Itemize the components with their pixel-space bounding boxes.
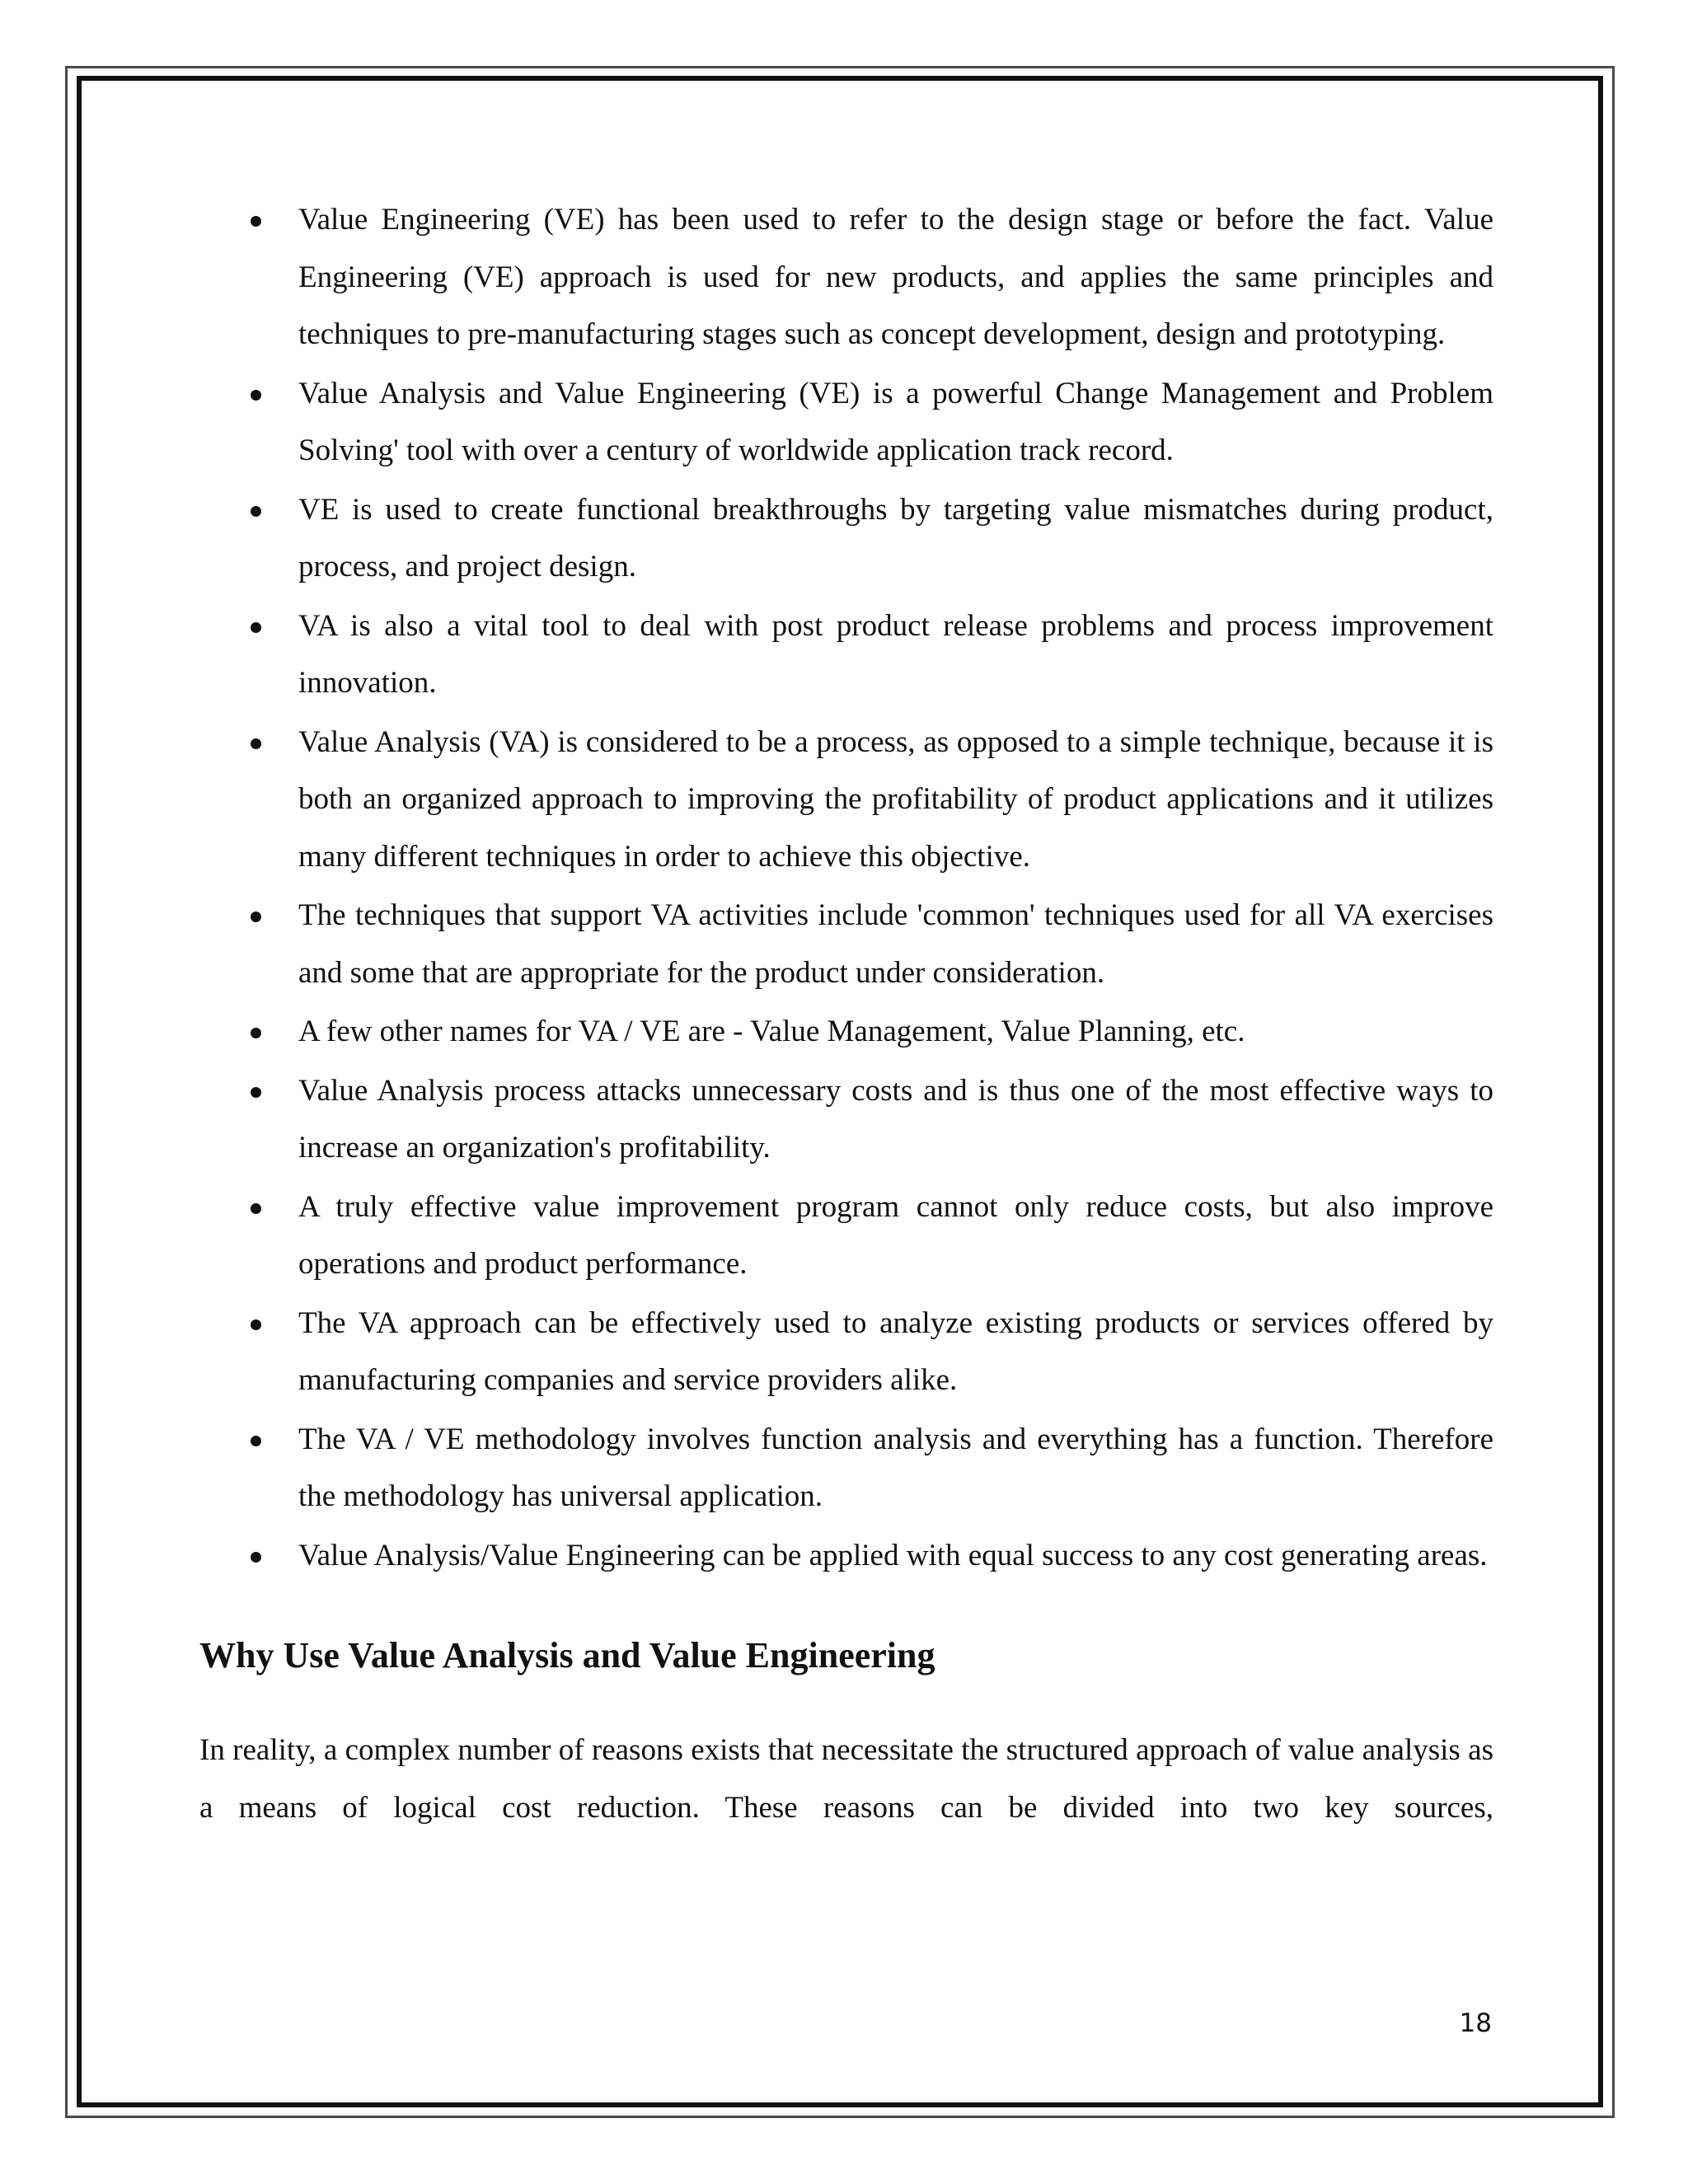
bullet-icon <box>251 1087 261 1098</box>
bullet-item <box>199 481 1493 596</box>
section-heading: Why Use Value Analysis and Value Engineering <box>199 1635 935 1675</box>
bullet-icon <box>251 1552 261 1563</box>
bullet-item <box>199 714 1493 886</box>
bullet-icon <box>251 912 261 922</box>
bullet-text: The VA / VE methodology involves function analysis and everything has a function. Therefore the methodology has universal application. <box>298 1422 1493 1513</box>
bullet-text: A few other names for VA / VE are - Value Management, Value Planning, etc. <box>298 1015 1245 1048</box>
bullet-item <box>199 1411 1493 1526</box>
bullet-icon <box>251 390 261 401</box>
bullet-icon <box>251 1203 261 1214</box>
page-number: 18 <box>1459 2008 1492 2038</box>
bullet-icon <box>251 1436 261 1446</box>
bullet-text: The techniques that support VA activities include 'common' techniques used for all VA exercises and some that are appropriate for the product under consideration. <box>298 898 1493 990</box>
bullet-item <box>199 598 1493 712</box>
bullet-icon <box>251 216 261 227</box>
bullet-text: Value Engineering (VE) has been used to refer to the design stage or before the fact. Value Engineering (VE) approach is used for new products, and applies the same principles and techniques to pre-manufacturing stages such as concept development, design and prototyping. <box>298 203 1493 351</box>
bullet-item <box>199 365 1493 480</box>
bullet-item <box>199 1295 1493 1409</box>
body-paragraph: In reality, a complex number of reasons exists that necessitate the structured approach of value analysis as a means of logical cost reduction. These reasons can be divided into two key sources, <box>199 1733 1493 1825</box>
bullet-item <box>199 1062 1493 1177</box>
bullet-item <box>199 887 1493 1001</box>
bullet-text: The VA approach can be effectively used to analyze existing products or services offered by manufacturing companies and service providers alike. <box>298 1305 1493 1397</box>
bullet-item <box>199 1527 1493 1585</box>
bullet-text: Value Analysis/Value Engineering can be applied with equal success to any cost generating areas. <box>298 1538 1488 1572</box>
bullet-icon <box>251 622 261 633</box>
bullet-list <box>199 191 1493 1584</box>
bullet-item <box>199 1003 1493 1061</box>
bullet-text: Value Analysis (VA) is considered to be a process, as opposed to a simple technique, because it is both an organized approach to improving the profitability of product applications and it utilizes many different techniques in order to achieve this objective. <box>298 724 1493 874</box>
bullet-icon <box>251 1319 261 1330</box>
bullet-icon <box>251 1028 261 1038</box>
bullet-item <box>199 1179 1493 1293</box>
bullet-icon <box>251 506 261 517</box>
bullet-item <box>199 191 1493 363</box>
bullet-text: Value Analysis process attacks unnecessary costs and is thus one of the most effective ways to increase an organization's profitability. <box>298 1073 1493 1165</box>
bullet-text: A truly effective value improvement program cannot only reduce costs, but also improve operations and product performance. <box>298 1189 1493 1281</box>
bullet-icon <box>251 738 261 749</box>
bullet-text: Value Analysis and Value Engineering (VE) is a powerful Change Management and Problem Solving' tool with over a century of worldwide application track record. <box>298 376 1493 467</box>
bullet-text: VE is used to create functional breakthroughs by targeting value mismatches during product, process, and project design. <box>298 492 1493 583</box>
bullet-text: VA is also a vital tool to deal with post product release problems and process improvement innovation. <box>298 608 1493 700</box>
page-content <box>199 191 1493 1836</box>
